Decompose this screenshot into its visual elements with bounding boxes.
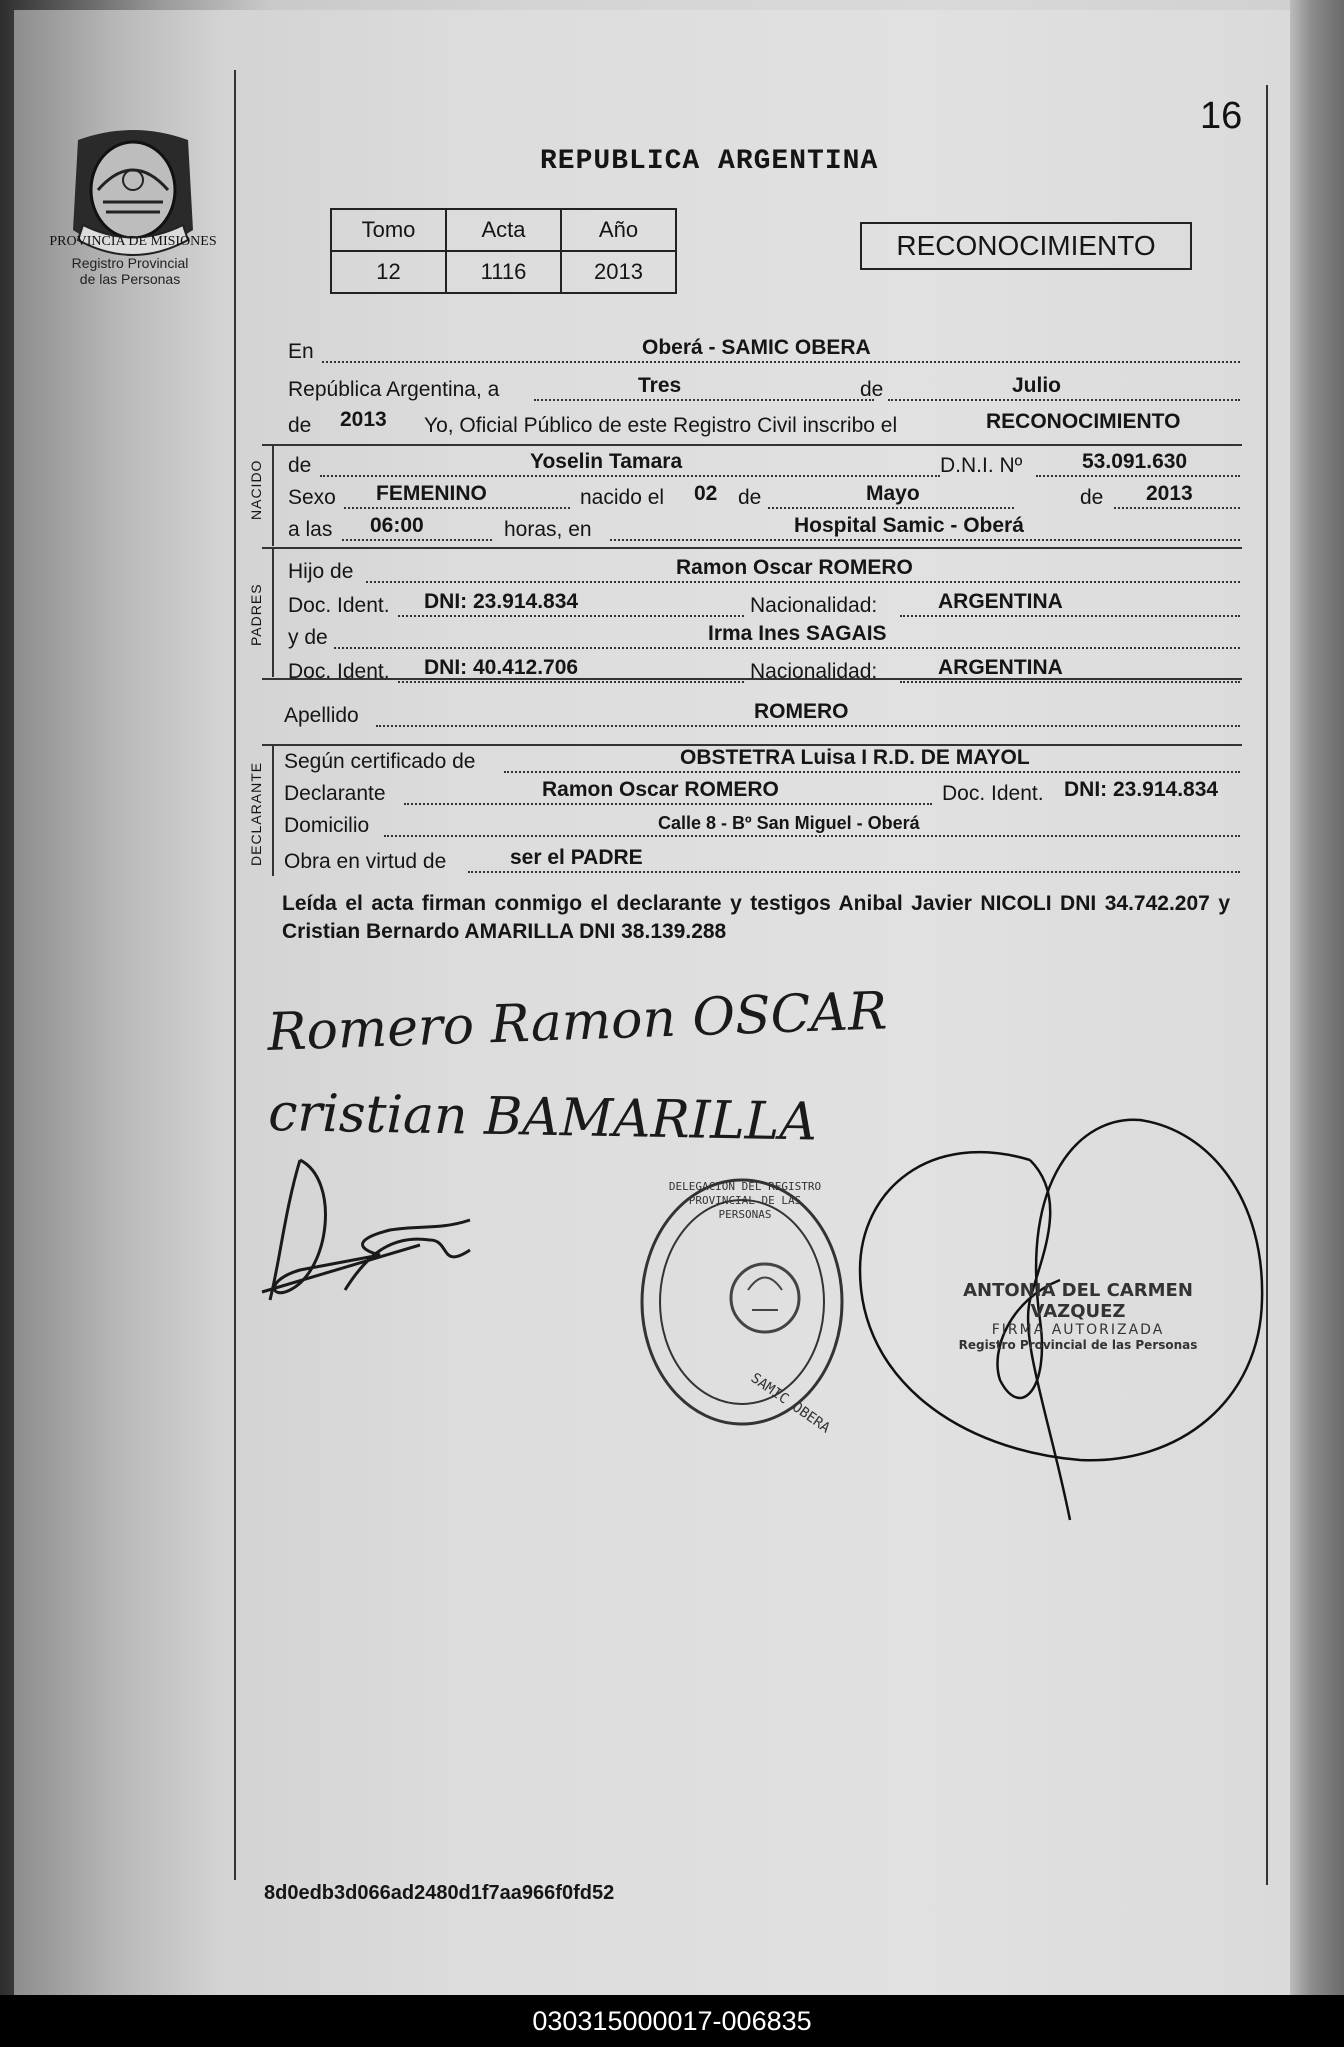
value-declarante-dni: DNI: 23.914.834 [1064, 778, 1219, 801]
value-month: Julio [1012, 374, 1062, 397]
field-row-hora [284, 514, 1240, 544]
field-row-obra [284, 846, 1240, 876]
text-oficial: Yo, Oficial Público de este Registro Civil inscribo el [424, 414, 898, 437]
legal-statement: Leída el acta firman conmigo el declarante y testigos Anibal Javier NICOLI DNI 34.742.207 y Cristian Bernardo AMARILLA DNI 38.139.288 [282, 892, 1230, 943]
label-de-2: de [1080, 486, 1104, 509]
document-page [14, 10, 1302, 1995]
field-row-padre [284, 556, 1240, 586]
field-row-sexo [284, 482, 1240, 512]
section-label-declarante: DECLARANTE [248, 761, 264, 866]
label-alas: a las [288, 518, 333, 541]
stamp-signer-name: ANTONIA DEL CARMEN VAZQUEZ [963, 1280, 1193, 1322]
field-row-fecha [284, 374, 1240, 404]
section-line-nacido [272, 446, 274, 546]
value-apellido: ROMERO [754, 700, 849, 723]
label-declarante: Declarante [284, 782, 386, 805]
field-row-madre-doc [284, 656, 1240, 686]
logo-caption-line1: Registro Provincial [71, 255, 189, 271]
label-yde: y de [288, 626, 328, 649]
label-nacionalidad: Nacionalidad: [750, 660, 878, 683]
record-type-box: RECONOCIMIENTO [860, 222, 1192, 270]
logo-caption-line2: de las Personas [79, 271, 181, 287]
page-number: 16 [1200, 95, 1243, 137]
section-line-declarante [272, 746, 274, 876]
field-row-declarante [284, 778, 1240, 808]
label-en: En [288, 340, 314, 363]
value-declarante: Ramon Oscar ROMERO [542, 778, 779, 801]
handwritten-line-1: Romero Ramon OSCAR [266, 981, 889, 1063]
value-day: Tres [638, 374, 682, 397]
separator-padres [262, 547, 1242, 549]
label-sexo: Sexo [288, 486, 336, 509]
label-de-1: de [738, 486, 762, 509]
value-father-dni: DNI: 23.914.834 [424, 590, 579, 613]
value-place: Oberá - SAMIC OBERA [642, 336, 871, 359]
value-sexo: FEMENINO [376, 482, 487, 505]
label-republica: República Argentina, a [288, 378, 500, 401]
dotted-line [534, 397, 874, 401]
label-nombre: de [288, 454, 312, 477]
table-value-anio: 2013 [561, 251, 676, 293]
table-value-tomo: 12 [331, 251, 446, 293]
field-row-domicilio [284, 810, 1240, 840]
record-table [330, 208, 677, 294]
value-birth-day: 02 [694, 482, 718, 505]
value-father-nationality: ARGENTINA [938, 590, 1063, 613]
left-margin-line [234, 70, 236, 1880]
field-row-en [284, 336, 1240, 366]
label-nacionalidad: Nacionalidad: [750, 594, 878, 617]
field-row-certificado [284, 746, 1240, 776]
misiones-seal-logo [49, 120, 217, 270]
document-hash: 8d0edb3d066ad2480d1f7aa966f0fd52 [264, 1882, 615, 1904]
label-decl-doc: Doc. Ident. [942, 782, 1044, 805]
label-certificado: Según certificado de [284, 750, 476, 773]
stamp-signer-role: FIRMA AUTORIZADA [991, 1322, 1165, 1338]
round-stamp-inner: SAMIC OBERA [747, 1370, 833, 1437]
label-doc: Doc. Ident. [288, 594, 390, 617]
label-nacido: nacido el [580, 486, 665, 509]
label-apellido: Apellido [284, 704, 359, 727]
right-margin-line [1266, 85, 1268, 1885]
field-row-apellido [284, 700, 1240, 730]
section-line-padres [272, 549, 274, 677]
value-birth-year: 2013 [1146, 482, 1193, 505]
footer-id-bar: 030315000017-006835 [0, 1995, 1344, 2047]
section-label-nacido: NACIDO [248, 459, 264, 520]
label-hijo: Hijo de [288, 560, 354, 583]
label-obra: Obra en virtud de [284, 850, 447, 873]
label-horas: horas, en [504, 518, 592, 541]
section-label-padres: PADRES [248, 583, 264, 646]
value-father: Ramon Oscar ROMERO [676, 556, 913, 579]
table-header-tomo: Tomo [331, 209, 446, 251]
logo-caption [50, 255, 210, 287]
value-mother-dni: DNI: 40.412.706 [424, 656, 579, 679]
value-lugar: Hospital Samic - Oberá [794, 514, 1024, 537]
label-domicilio: Domicilio [284, 814, 370, 837]
field-row-padre-doc [284, 590, 1240, 620]
stamp-signer-office: Registro Provincial de las Personas [958, 1338, 1198, 1352]
value-mother: Irma Ines SAGAIS [708, 622, 887, 645]
separator-nacido [262, 444, 1242, 446]
label-doc: Doc. Ident. [288, 660, 390, 683]
field-row-madre [284, 622, 1240, 652]
field-row-inscripcion [284, 410, 1240, 440]
document-title: REPUBLICA ARGENTINA [540, 146, 879, 177]
value-birth-month: Mayo [866, 482, 920, 505]
label-dni: D.N.I. Nº [940, 454, 1023, 477]
page-edge [1290, 0, 1344, 1995]
label-year-prefix: de [288, 414, 312, 437]
value-act-type: RECONOCIMIENTO [986, 410, 1181, 433]
value-hora: 06:00 [370, 514, 424, 537]
value-child-name: Yoselin Tamara [530, 450, 683, 473]
value-child-dni: 53.091.630 [1082, 450, 1188, 473]
logo-ring-text: PROVINCIA DE MISIONES [49, 234, 217, 249]
table-header-anio: Año [561, 209, 676, 251]
value-domicilio: Calle 8 - Bº San Miguel - Oberá [658, 813, 920, 833]
field-row-nombre [284, 450, 1240, 480]
value-certificado: OBSTETRA Luisa I R.D. DE MAYOL [680, 746, 1030, 769]
label-de: de [860, 378, 884, 401]
table-header-acta: Acta [446, 209, 561, 251]
value-year: 2013 [340, 408, 387, 431]
value-mother-nationality: ARGENTINA [938, 656, 1063, 679]
authorized-stamp [928, 1280, 1228, 1352]
round-stamp-ring-text: DELEGACION DEL REGISTRO PROVINCIAL DE LAS PERSONAS [668, 1180, 822, 1221]
table-value-acta: 1116 [446, 251, 561, 293]
handwritten-line-2: cristian BAMARILLA [267, 1083, 818, 1153]
value-obra: ser el PADRE [510, 846, 643, 869]
dotted-line [888, 397, 1240, 401]
